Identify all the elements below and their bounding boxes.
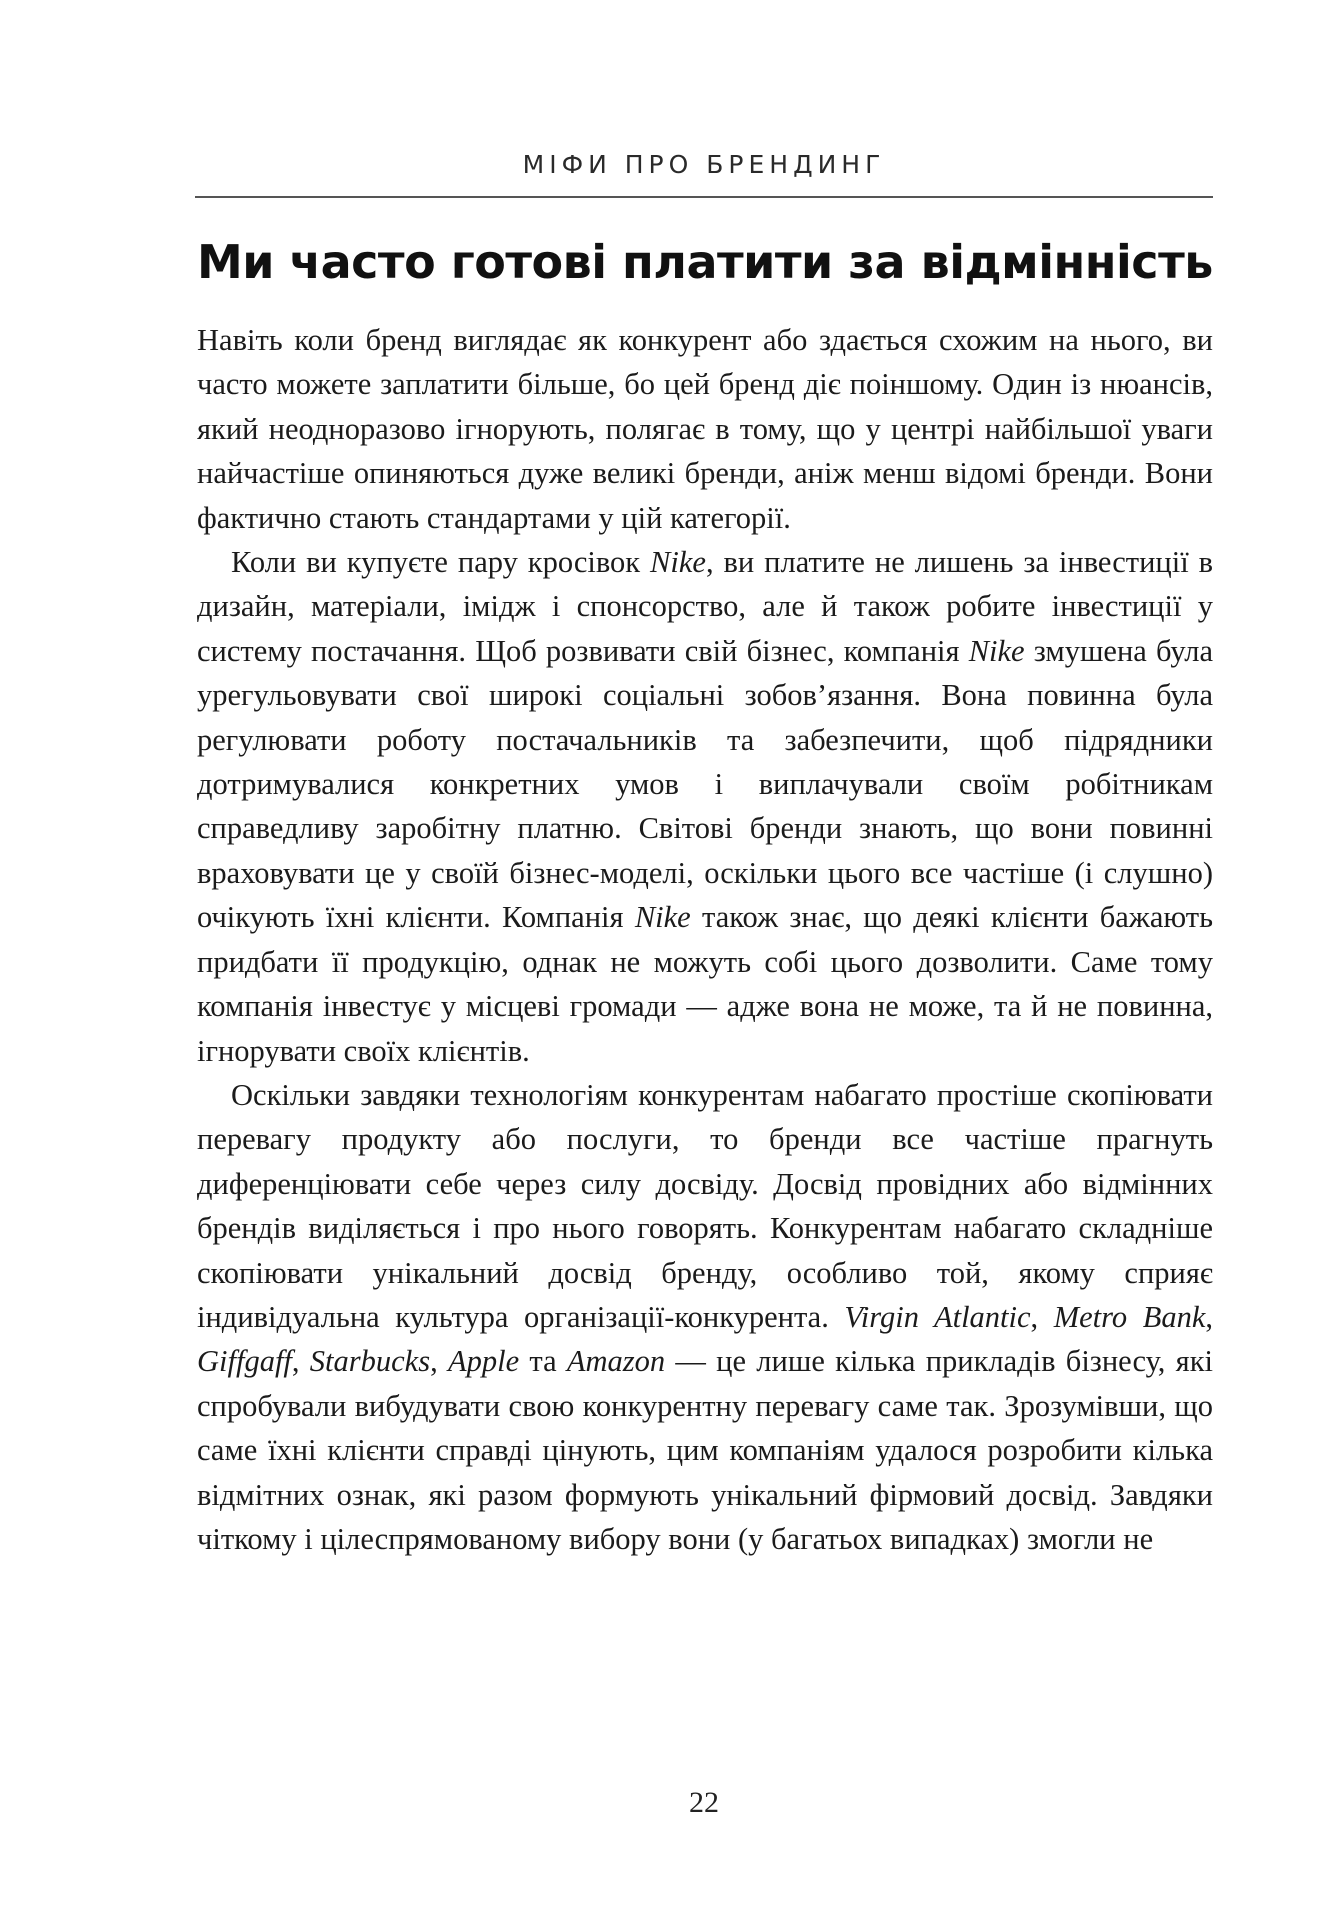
text-run: Коли ви купуєте пару кросівок	[231, 545, 651, 580]
text-run: змушена була урегульовувати свої широкі соціальні зобов’язання. Вона повинна була регулювати роботу постачальників та забезпечити, щоб підрядники дотримувалися конкретних умов і виплачували своїм робітникам справедливу заробітну платню. Світові бренди знають, що вони повинні враховувати це у своїй бізнес-моделі, оскільки цього все частіше (і слушно) очікують їхні клієнти. Компанія	[197, 633, 1214, 935]
brand-name-nike: Nike	[650, 545, 706, 580]
brand-name-apple: Apple	[447, 1344, 520, 1379]
brand-name-virgin-atlantic: Virgin Atlantic	[844, 1299, 1031, 1334]
separator: ,	[1030, 1299, 1054, 1334]
brand-name-starbucks: Starbucks	[309, 1344, 431, 1379]
header-divider	[195, 196, 1213, 198]
separator: ,	[430, 1344, 448, 1379]
paragraph-1: Навіть коли бренд виглядає як конкурент або здається схожим на нього, ви часто можете заплатити більше, бо цей бренд діє поіншому. Один із нюансів, який неодноразово ігнорують, полягає в тому, що у центрі найбільшої уваги найчастіше опиняються дуже великі бренди, аніж менш відомі бренди. Вони фактично стають стандартами у цій категорії.	[197, 323, 1213, 535]
separator: та	[519, 1344, 567, 1379]
text-run: Оскільки завдяки технологіям конкурентам набагато простіше скопіювати перевагу продукту або послуги, то бренди все частіше прагнуть диференціювати себе через силу досвіду. Досвід провідних або відмінних брендів виділяється і про нього говорять. Конкурентам набагато складніше скопіювати унікальний досвід бренду, особливо той, якому сприяє індивідуальна культура організації-конкурента.	[197, 1077, 1213, 1334]
text-run: також знає, що деякі клієнти бажають придбати її продукцію, однак не можуть собі цього дозволити. Саме тому компанія інвестує у місцеві громади — адже вона не може, та й не повинна, ігнорувати своїх клієнтів.	[197, 900, 1214, 1068]
text-run: , ви платите не лишень за інвестиції в дизайн, матеріали, імідж і спонсорство, але й також робите інвестиції у систему постачання. Щоб розвивати свій бізнес, компанія	[197, 545, 1213, 668]
brand-name-metro-bank: Metro Bank	[1053, 1299, 1206, 1334]
page-number: 22	[689, 1786, 719, 1819]
separator: ,	[1205, 1299, 1213, 1334]
brand-name-amazon: Amazon	[566, 1344, 666, 1379]
body-text	[197, 318, 1213, 1561]
text-run: — це лише кілька прикладів бізнесу, які спробували вибудувати свою конкурентну перевагу саме так. Зрозумівши, що саме їхні клієнти справді цінують, цим компаніям удалося розробити кілька відмітних ознак, які разом формують унікальний фірмовий досвід. Завдяки чіткому і цілеспрямованому вибору вони (у багатьох випадках) змогли не	[197, 1344, 1214, 1556]
paragraph-3	[197, 1073, 1213, 1561]
brand-name-giffgaff: Giffgaff	[197, 1344, 292, 1379]
section-heading: Ми часто готові платити за відмінність	[197, 235, 1213, 289]
brand-name-nike: Nike	[634, 900, 691, 935]
paragraph-2	[197, 540, 1213, 1073]
brand-name-nike: Nike	[968, 633, 1025, 668]
separator: ,	[291, 1344, 310, 1379]
running-header: МІФИ ПРО БРЕНДИНГ	[522, 150, 886, 179]
